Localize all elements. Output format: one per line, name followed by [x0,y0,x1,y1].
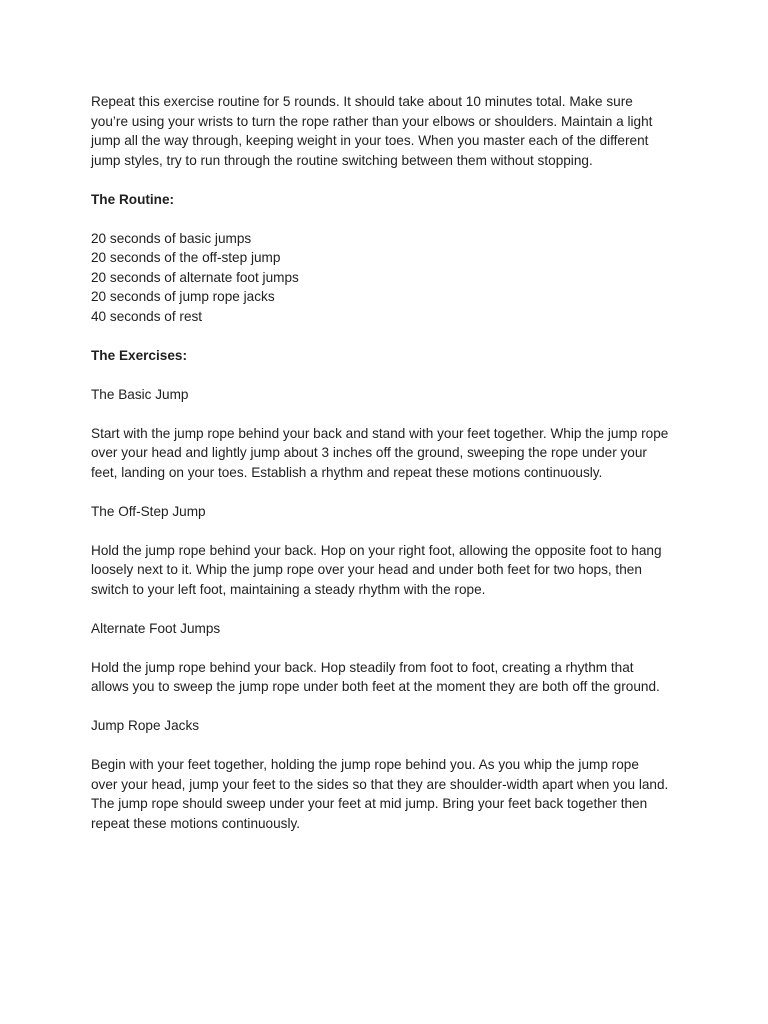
exercise-line: switch to your left foot, maintaining a steady rhythm with the rope. [91,581,486,597]
exercise-description [91,658,691,697]
exercise-line: Hold the jump rope behind your back. Hop on your right foot, allowing the opposite foot to hang [91,542,662,558]
exercises-heading: The Exercises: [91,347,187,363]
exercise-line: feet, landing on your toes. Establish a rhythm and repeat these motions continuously. [91,464,603,480]
exercise-description [91,424,691,483]
exercise-line: The jump rope should sweep under your feet at mid jump. Bring your feet back together then [91,796,648,811]
exercise-line: repeat these motions continuously. [91,815,301,831]
exercise-line: Begin with your feet together, holding the jump rope behind you. As you whip the jump rope [91,757,639,772]
exercise-line: over your head, jump your feet to the sides so that they are shoulder-width apart when you land. [91,776,669,792]
exercise-line: Hold the jump rope behind your back. Hop steadily from foot to foot, creating a rhythm that [91,659,634,675]
intro-line: you’re using your wrists to turn the rope rather than your elbows or shoulders. Maintain a light [91,113,653,129]
routine-item: 20 seconds of basic jumps [91,230,252,246]
routine-list [91,229,691,327]
routine-item: 20 seconds of the off-step jump [91,250,281,265]
document-body [91,92,691,833]
exercise-title: The Off-Step Jump [91,503,206,519]
intro-line: jump all the way through, keeping weight in your toes. When you master each of the different [91,133,649,148]
exercise-line: allows you to sweep the jump rope under both feet at the moment they are both off the ground. [91,679,660,694]
exercise-description [91,541,691,600]
routine-item: 20 seconds of alternate foot jumps [91,269,299,285]
exercise-title: Alternate Foot Jumps [91,620,221,636]
routine-heading: The Routine: [91,191,175,207]
routine-item: 40 seconds of rest [91,308,203,324]
exercise-description [91,755,691,833]
exercise-line: over your head and lightly jump about 3 inches off the ground, sweeping the rope under your [91,445,647,460]
exercise-title: Jump Rope Jacks [91,718,200,733]
exercise-title: The Basic Jump [91,386,189,402]
intro-paragraph [91,92,691,170]
intro-line: jump styles, try to run through the routine switching between them without stopping. [91,152,593,168]
intro-line: Repeat this exercise routine for 5 rounds. It should take about 10 minutes total. Make sure [91,94,633,109]
routine-item: 20 seconds of jump rope jacks [91,289,275,304]
exercise-line: Start with the jump rope behind your back and stand with your feet together. Whip the jump rope [91,425,669,441]
exercise-line: loosely next to it. Whip the jump rope over your head and under both feet for two hops, then [91,562,642,577]
